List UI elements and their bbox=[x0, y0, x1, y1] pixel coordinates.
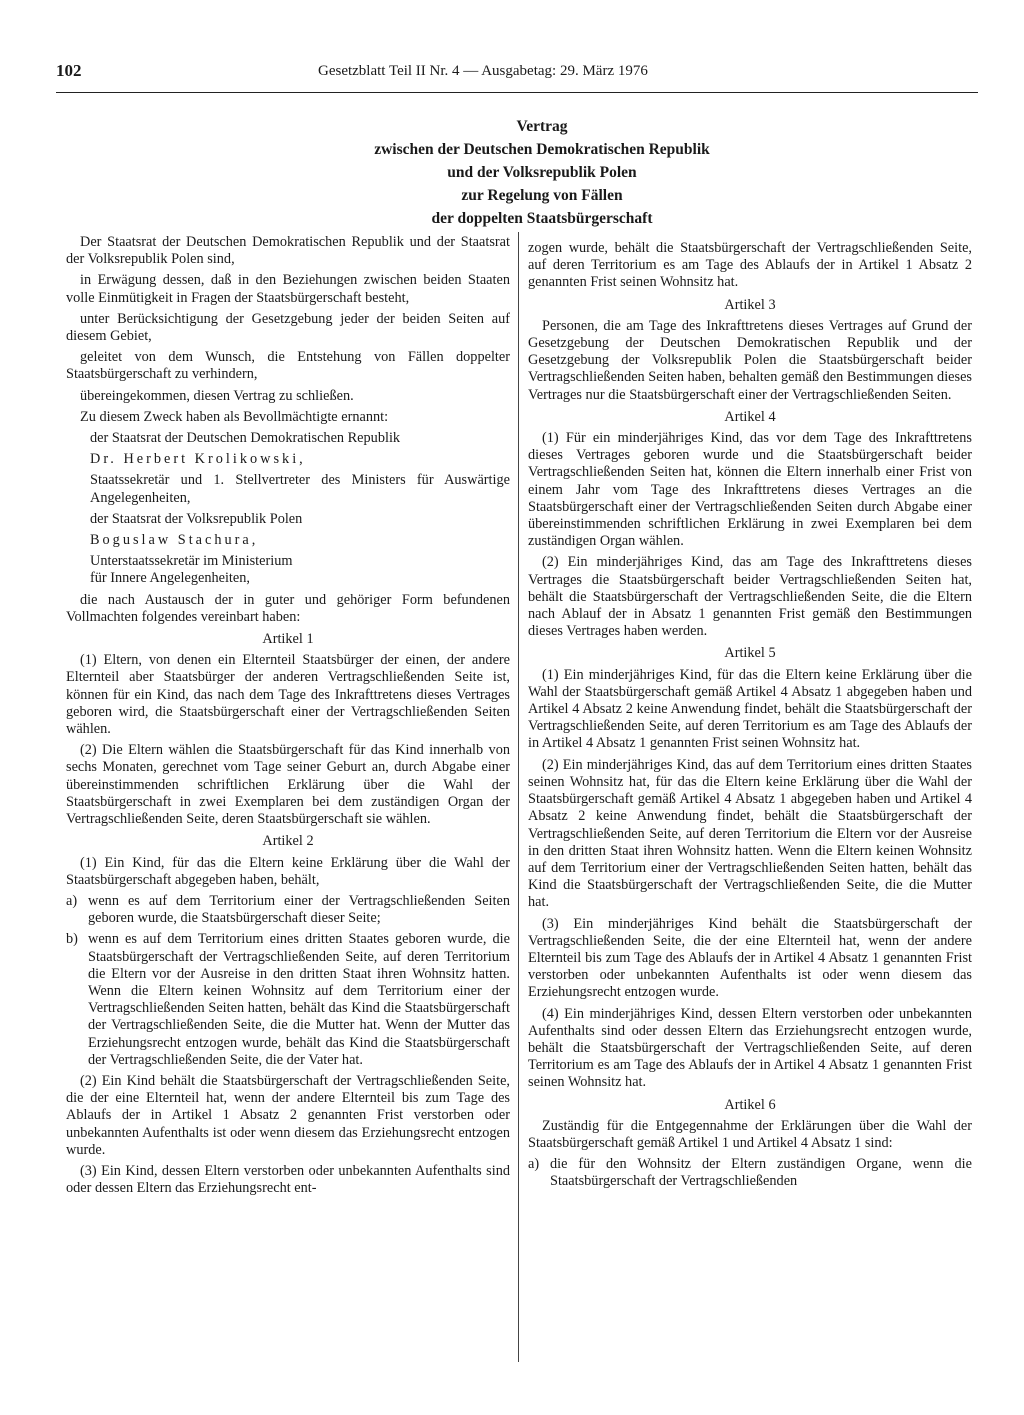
article-paragraph: (2) Ein minderjähriges Kind, das auf dem Territorium eines dritten Staates seinen Wohnsitz hat, für das die Eltern keine Erklärung über die Wahl der Staatsbürgerschaft gemäß Artikel 4 Absatz 1 abgegeben haben und Artikel 4 Absatz 2 keine Anwendung findet, behält die Staatsbürgerschaft der Vertragschließenden Seite, auf deren Territorium die Eltern vor der Ausreise in den dritten Staat ihren Wohnsitz hatten. Wenn die Eltern keinen Wohnsitz auf dem Territorium einer der Vertragschließenden Seiten hatten, behält das Kind die Staatsbürgerschaft der Vertragschließenden Seite, die die Mutter hat. bbox=[528, 756, 972, 911]
preamble-paragraph: Zu diesem Zweck haben als Bevollmächtigte ernannt: bbox=[80, 408, 389, 425]
list-item-text: wenn es auf dem Territorium eines dritten Staates geboren wurde, die Staatsbürgerschaft der Vertragschließenden Seite, auf deren Territorium die Eltern vor der Ausreise in den dritten Staat ihren Wohnsitz hatten. Wenn die Eltern keinen Wohnsitz auf dem Territorium einer der Vertragschließenden Seiten hatten, behält das Kind die Staatsbürgerschaft der Vertragschließenden Seite, die die Mutter hat. Wenn der Mutter das Erziehungsrecht entzogen wurde, behält das Kind die Staatsbürgerschaft der Vertragschließenden Seite, die der Vater hat. bbox=[88, 931, 510, 1068]
article-paragraph: (2) Die Eltern wählen die Staatsbürgerschaft für das Kind innerhalb von sechs Monaten, gerechnet vom Tage seiner Geburt an, durch Abgabe einer übereinstimmenden schriftlichen Erklärung über die Wahl der Staatsbürgerschaft in zwei Exemplaren bei dem zuständigen Organ der Vertragschließenden Seite, deren Staatsbürgerschaft sie wählen. bbox=[66, 742, 510, 828]
pl-plenipotentiary-name: Boguslaw Stachura, bbox=[90, 532, 259, 549]
article-paragraph: Zuständig für die Entgegennahme der Erklärungen über die Wahl der Staatsbürgerschaft gemäß Artikel 1 und Artikel 4 Absatz 1 sind: bbox=[528, 1117, 972, 1151]
preamble-paragraph: Der Staatsrat der Deutschen Demokratischen Republik und der Staatsrat der Volksrepublik Polen sind, bbox=[66, 234, 510, 268]
page-number: 102 bbox=[56, 61, 82, 80]
article-heading: Artikel 2 bbox=[262, 833, 314, 850]
pl-plenipotentiary-role: Unterstaatssekretär im Ministerium bbox=[90, 553, 293, 570]
list-item-text: wenn es auf dem Territorium einer der Vertragschließenden Seiten geboren wurde, die Staatsbürgerschaft dieser Seite; bbox=[88, 892, 510, 927]
pl-plenipotentiary-role: für Innere Angelegenheiten, bbox=[90, 570, 250, 587]
article-paragraph: (2) Ein minderjähriges Kind, das am Tage des Inkrafttretens dieses Vertrages die Staatsbürgerschaft beider Vertragschließenden Seiten hat, behält die Staatsbürgerschaft der Vertragschließenden Seite, die die Eltern nach Ablauf der in Absatz 1 genannten Frist gemäß den Bestimmungen dieses Vertrages haben werden. bbox=[528, 554, 972, 640]
article-paragraph: (1) Ein Kind, für das die Eltern keine Erklärung über die Wahl der Staatsbürgerschaft abgegeben haben, behält, bbox=[66, 854, 510, 888]
title-line: zwischen der Deutschen Demokratischen Republik bbox=[374, 141, 710, 158]
agreement-clause: die nach Austausch der in guter und gehöriger Form befundenen Vollmachten folgendes vereinbart haben: bbox=[66, 591, 510, 625]
article-heading: Artikel 3 bbox=[724, 296, 776, 313]
list-item-label: a) bbox=[528, 1156, 540, 1173]
title-line: und der Volksrepublik Polen bbox=[447, 164, 637, 181]
running-header: Gesetzblatt Teil II Nr. 4 — Ausgabetag: 29. März 1976 bbox=[318, 63, 648, 79]
article-paragraph: (3) Ein minderjähriges Kind behält die Staatsbürgerschaft der Vertragschließenden Seite, die der eine Elternteil hat, wenn der andere Elternteil bis zum Tage des Ablaufs der in Artikel 4 Absatz 1 genannten Frist verstorben oder unbekannten Aufenthalts ist oder wenn diesem das Erziehungsrecht entzogen wurde. bbox=[528, 915, 972, 1001]
article-paragraph: (1) Eltern, von denen ein Elternteil Staatsbürger der einen, der andere Elternteil aber Staatsbürger der anderen Vertragschließenden Seite ist, können für ein Kind, das nach dem Tage des Inkrafttretens dieses Vertrages geboren wird, die Staatsbürgerschaft einer der Vertragschließenden Seiten wählen. bbox=[66, 652, 510, 738]
right-column bbox=[528, 240, 972, 1375]
article-paragraph: (1) Ein minderjähriges Kind, für das die Eltern keine Erklärung über die Wahl der Staatsbürgerschaft gemäß Artikel 4 Absatz 1 abgegeben haben und Artikel 4 Absatz 2 keine Anwendung findet, behält die Staatsbürgerschaft der Vertragschließenden Seite, auf deren Territorium es am Tage des Ablaufs der in Artikel 4 Absatz 1 genannten Frist seinen Wohnsitz hat. bbox=[528, 666, 972, 752]
preamble-paragraph: geleitet von dem Wunsch, die Entstehung von Fällen doppelter Staatsbürgerschaft zu verhindern, bbox=[66, 349, 510, 383]
preamble-paragraph: in Erwägung dessen, daß in den Beziehungen zwischen beiden Staaten volle Einmütigkeit in Fragen der Staatsbürgerschaft besteht, bbox=[66, 272, 510, 306]
preamble-paragraph: unter Berücksichtigung der Gesetzgebung jeder der beiden Seiten auf diesem Gebiet, bbox=[66, 310, 510, 345]
article-heading: Artikel 6 bbox=[724, 1096, 776, 1113]
list-item bbox=[528, 1156, 972, 1190]
article-heading: Artikel 5 bbox=[724, 645, 776, 662]
list-item bbox=[66, 931, 510, 1069]
list-item-label: b) bbox=[66, 931, 78, 948]
ddr-council: der Staatsrat der Deutschen Demokratischen Republik bbox=[90, 430, 401, 447]
list-item-text: die für den Wohnsitz der Eltern zuständigen Organe, wenn die Staatsbürgerschaft der Vertragschließenden bbox=[550, 1156, 972, 1190]
list-item bbox=[66, 893, 510, 927]
header-rule bbox=[56, 92, 978, 93]
article-paragraph: (4) Ein minderjähriges Kind, dessen Eltern verstorben oder unbekannten Aufenthalts sind oder dessen Eltern das Erziehungsrecht entzogen wurde, behält die Staatsbürgerschaft der Vertragschließenden Seite, auf deren Territorium es am Tage des Ablaufs der in Artikel 4 Absatz 1 genannten Frist seinen Wohnsitz hat. bbox=[528, 1005, 972, 1091]
article-heading: Artikel 4 bbox=[724, 408, 776, 425]
title-line: zur Regelung von Fällen bbox=[461, 187, 623, 204]
article-paragraph: (2) Ein Kind behält die Staatsbürgerschaft der Vertragschließenden Seite, die der eine Elternteil hat, wenn der andere Elternteil bis zum Tage des Ablaufs der in Artikel 1 Absatz 2 genannten Frist verstorben oder unbekannten Aufenthalts ist oder wenn diesem das Erziehungsrecht entzogen wurde. bbox=[66, 1072, 510, 1158]
article-paragraph: (1) Für ein minderjähriges Kind, das vor dem Tage des Inkrafttretens dieses Vertrages geboren wurde und die Staatsbürgerschaft beider Vertragschließenden Seiten hat, können die Eltern innerhalb einer Frist von einem Jahr vom Tage des Inkrafttretens dieses Vertrages an die Staatsbürgerschaft einer der Vertragschließenden Seiten durch Abgabe einer übereinstimmenden schriftlichen Erklärung in zwei Exemplaren bei dem zuständigen Organ wählen. bbox=[528, 430, 972, 550]
article-paragraph: Personen, die am Tage des Inkrafttretens dieses Vertrages auf Grund der Gesetzgebung der Deutschen Demokratischen Republik und der Gesetzgebung der Volksrepublik Polen die Staatsbürgerschaft beider Vertragschließenden Seiten haben, behalten gemäß den Bestimmungen dieses Vertrages nur die Staatsbürgerschaft einer der Vertragschließenden Seiten. bbox=[528, 317, 972, 403]
title-line: Vertrag bbox=[516, 118, 568, 135]
continued-paragraph: zogen wurde, behält die Staatsbürgerschaft der Vertragschließenden Seite, auf deren Territorium es am Tage des Ablaufs der in Artikel 1 Absatz 2 genannten Frist seinen Wohnsitz hat. bbox=[528, 240, 972, 291]
list-item-label: a) bbox=[66, 892, 78, 909]
article-heading: Artikel 1 bbox=[262, 631, 314, 648]
title-line: der doppelten Staatsbürgerschaft bbox=[431, 210, 653, 227]
article-paragraph: (3) Ein Kind, dessen Eltern verstorben oder unbekannten Aufenthalts sind oder dessen Eltern das Erziehungsrecht ent- bbox=[66, 1162, 510, 1197]
treaty-title bbox=[250, 115, 834, 230]
pl-council: der Staatsrat der Volksrepublik Polen bbox=[90, 510, 303, 527]
left-column bbox=[66, 234, 510, 1369]
column-divider bbox=[518, 232, 519, 1362]
preamble-paragraph: übereingekommen, diesen Vertrag zu schließen. bbox=[80, 387, 354, 404]
ddr-plenipotentiary-name: Dr. Herbert Krolikowski, bbox=[90, 451, 306, 468]
ddr-plenipotentiary-role: Staatssekretär und 1. Stellvertreter des Ministers für Auswärtige Angelegenheiten, bbox=[90, 472, 510, 506]
